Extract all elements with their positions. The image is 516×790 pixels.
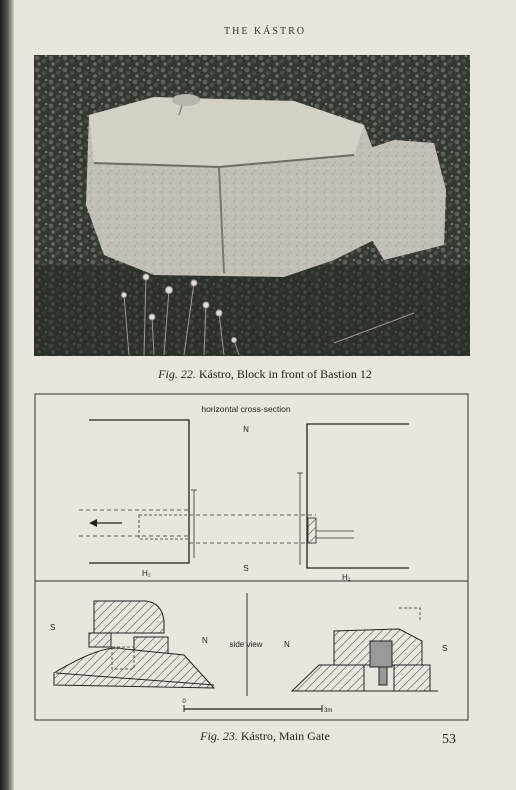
photo-stone-block	[34, 55, 470, 356]
photo-illustration	[34, 55, 470, 356]
left-s-label: S	[50, 623, 56, 632]
figure-23-caption	[14, 729, 516, 744]
figure-23-text: Kástro, Main Gate	[240, 729, 330, 743]
book-spine-shadow	[0, 0, 14, 790]
cross-section-title: horizontal cross-section	[201, 404, 291, 414]
scale-end-label: 3m	[324, 708, 333, 714]
north-label: N	[243, 425, 249, 434]
gate-plan-diagram	[34, 393, 469, 721]
south-label: S	[243, 564, 249, 573]
page-number: 53	[442, 732, 456, 747]
figure-22-caption	[14, 367, 516, 382]
gate-diagram-svg	[34, 393, 469, 721]
h2-label: H₂	[142, 569, 151, 578]
scale-zero-label: 0	[182, 699, 186, 705]
right-s-label: S	[442, 644, 448, 653]
right-n-label: N	[284, 640, 290, 649]
book-page	[14, 0, 516, 790]
h1-label: H₁	[342, 573, 351, 582]
side-view-label: side view	[229, 640, 263, 649]
figure-22-label: Fig. 22.	[158, 367, 196, 381]
left-n-label: N	[202, 636, 208, 645]
running-header: THE KÁSTRO	[224, 26, 306, 37]
figure-22-text: Kástro, Block in front of Bastion 12	[198, 367, 372, 381]
figure-23-label: Fig. 23.	[200, 729, 238, 743]
